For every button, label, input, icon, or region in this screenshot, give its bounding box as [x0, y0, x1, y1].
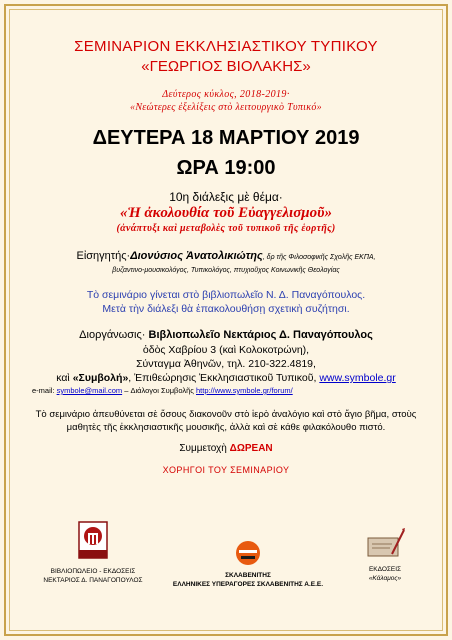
event-date: ΔΕΥΤΕΡΑ 18 ΜΑΡΤΙΟΥ 2019	[92, 127, 360, 149]
sponsors-title: ΧΟΡΗΓΟΙ ΤΟΥ ΣΕΜΙΝΑΡΙΟΥ	[162, 465, 290, 475]
speaker-label: Εἰσηγητής·	[76, 250, 131, 262]
speaker-line	[18, 249, 434, 265]
sponsor-sklavenitis	[168, 540, 328, 589]
forum-link[interactable]: http://www.symbole.gr/forum/	[196, 386, 293, 395]
partner-line	[18, 371, 434, 385]
email-link[interactable]: symbole@mail.com	[56, 386, 123, 395]
contact-line	[18, 385, 434, 396]
organizer-line	[18, 328, 434, 343]
email-label: e-mail:	[32, 386, 57, 395]
sponsor-panagopoulos	[18, 520, 168, 585]
sponsor1-line1: ΒΙΒΛΙΟΠΩΛΕΙΟ - ΕΚΔΟΣΕΙΣ	[50, 568, 136, 575]
sponsor-kalamos	[336, 526, 434, 583]
sponsor2-desc: ΕΛΛΗΝΙΚΕΣ ΥΠΕΡΑΓΟΡΕΣ ΣΚΛΑΒΕΝΙΤΗΣ Α.Ε.Ε.	[172, 581, 324, 588]
sponsor1-line2: ΝΕΚΤΑΡΙΟΣ Δ. ΠΑΝΑΓΟΠΟΥΛΟΣ	[43, 577, 143, 584]
venue-note-line1: Τὸ σεμινάριο γίνεται στὸ βιβλιοπωλεῖο Ν. Δ. Παναγόπουλος.	[86, 289, 366, 301]
speaker-name: Διονύσιος Ἀνατολικιώτης	[130, 250, 263, 262]
organizer-name: Βιβλιοπωλεῖο Νεκτάριος Δ. Παναγόπουλος	[148, 329, 373, 341]
organizer-address2: Σύνταγμα Ἀθηνῶν, τηλ. 210-322.4819,	[136, 358, 316, 370]
seminar-title: ΣΕΜΙΝΑΡΙΟΝ ΕΚΚΛΗΣΙΑΣΤΙΚΟΥ ΤΥΠΙΚΟΥ	[74, 38, 378, 55]
participation-label: Συμμετοχὴ	[179, 443, 230, 454]
partner-prefix: καὶ	[56, 372, 73, 384]
speaker-desc: , δρ τῆς Φιλοσοφικῆς Σχολῆς ΕΚΠΑ,	[262, 254, 376, 261]
sponsor3-line1: ΕΚΔΟΣΕΙΣ	[368, 566, 402, 573]
audience-text: Τὸ σεμινάριο ἀπευθύνεται σὲ ὅσους διακονοῦν στὸ ἱερὸ ἀναλόγιο καὶ στὸ ἅγιο βῆμα, στοὺς μαθητὲς τῆς ἐκκλησιαστικῆς μουσικῆς, ἀλλὰ καὶ σὲ κάθε φιλακόλουθο πιστό.	[35, 409, 417, 433]
partner-desc: , Ἐπιθεώρησις Ἐκκλησιαστικοῦ Τυπικοῦ,	[128, 372, 320, 384]
lecture-topic-subtitle: (ἀνάπτυξι καὶ μεταβολὲς τοῦ τυπικοῦ τῆς ἑορτῆς)	[116, 223, 336, 234]
event-time: ΩΡΑ 19:00	[176, 157, 276, 179]
lecture-intro: 10η διάλεξις μὲ θέμα·	[169, 190, 283, 204]
forum-label: – Διάλογοι Συμβολῆς	[122, 386, 196, 395]
sponsor3-line2: «Κάλαμος»	[368, 575, 402, 582]
venue-note	[18, 288, 434, 316]
sponsor2-name: ΣΚΛΑΒΕΝΙΤΗΣ	[225, 572, 271, 579]
speaker-credentials: βυζαντινο-μουσικολόγος, Τυπικολόγος, πτυχιοῦχος Κοινωνικῆς Θεολογίας	[112, 267, 340, 274]
partner-name: «Συμβολή»	[72, 372, 129, 384]
cycle-theme: «Νεώτερες ἐξελίξεις στὸ λειτουργικὸ Τυπικό»	[130, 102, 322, 113]
organizer-label: Διοργάνωσις·	[79, 329, 146, 341]
lecture-topic: «Ἡ ἀκολουθία τοῦ Εὐαγγελισμοῦ»	[120, 205, 332, 221]
cycle-label: Δεύτερος κύκλος, 2018-2019·	[162, 89, 290, 100]
venue-note-line2: Μετὰ τὴν διάλεξι θὰ ἐπακολουθήσῃ σχετικὴ συζήτησι.	[102, 303, 350, 315]
poster-content	[18, 38, 434, 476]
participation-line	[18, 442, 434, 455]
participation-free: ΔΩΡΕΑΝ	[229, 443, 273, 454]
kalamos-logo-icon	[364, 526, 406, 560]
organizer-address1: ὁδὸς Χαβρίου 3 (καὶ Κολοκοτρώνη),	[142, 344, 310, 356]
sklavenitis-logo-icon	[233, 540, 263, 566]
partner-website-link[interactable]: www.symbole.gr	[319, 372, 396, 384]
seminar-name: «ΓΕΩΡΓΙΟΣ ΒΙΟΛΑΚΗΣ»	[141, 58, 311, 75]
panagopoulos-logo-icon	[76, 520, 110, 562]
sponsors-row	[18, 520, 434, 610]
